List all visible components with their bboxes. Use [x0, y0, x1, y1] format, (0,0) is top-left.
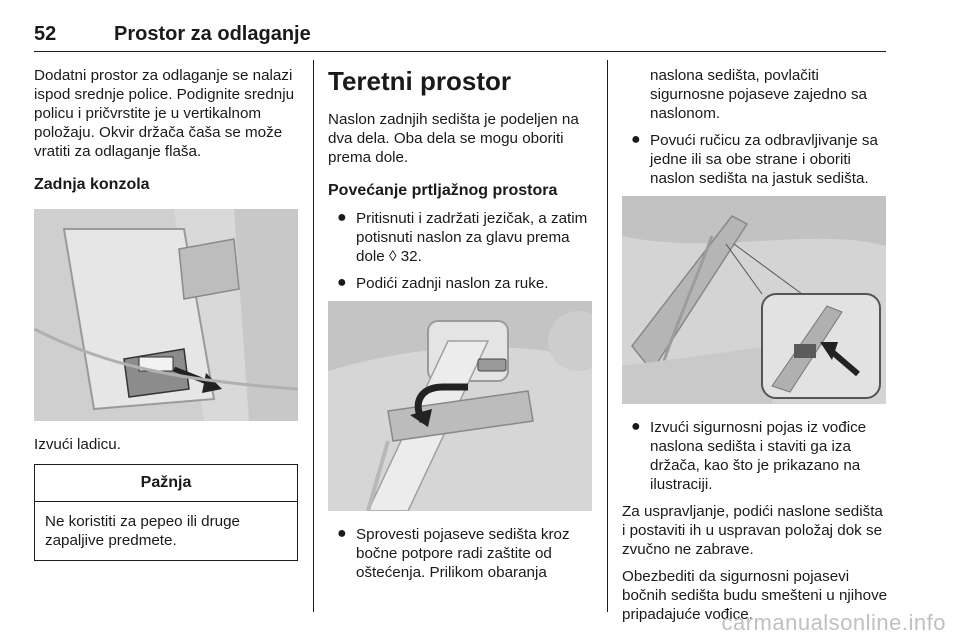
cargo-intro-paragraph: Naslon zadnjih sedišta je podeljen na dva dela. Oba dela se mogu oboriti prema dole. [328, 111, 579, 166]
bullet-dot: ● [337, 209, 347, 226]
seatbelt-guide-illustration [622, 196, 886, 404]
illustration-caption: Izvući ladicu. [34, 436, 121, 453]
page-number: 52 [34, 23, 57, 45]
list-item [622, 418, 888, 494]
list-item-text: Sprovesti pojaseve sedišta kroz bočne potpore radi zaštite od oštećenja. Prilikom obaranja [356, 526, 570, 581]
list-item-text: Izvući sigurnosni pojas iz vođice naslona sedišta i staviti ga iza držača, kao što je prikazano na ilustraciji. [650, 419, 867, 493]
headrest-drawing [328, 301, 592, 511]
bullet-dot: ● [631, 418, 641, 435]
column-3 [622, 66, 888, 624]
section-heading-rear-console: Zadnja konzola [34, 176, 150, 193]
bullet-dot: ● [337, 274, 347, 291]
headrest-illustration [328, 301, 592, 511]
list-item-continued [622, 66, 888, 123]
column-divider [607, 60, 608, 612]
section-heading-cargo-area: Teretni prostor [328, 66, 511, 96]
column-1 [34, 66, 300, 561]
watermark: carmanualsonline.info [721, 610, 946, 635]
list-item-text: naslona sedišta, povlačiti sigurnosne pojaseve zajedno sa naslonom. [650, 67, 867, 122]
list-item [328, 274, 594, 293]
subheading-increase-luggage-space: Povećanje prtljažnog prostora [328, 182, 558, 199]
paragraph-seatbelt-guides: Obezbediti da sigurnosni pojasevi bočnih sedišta budu smešteni u njihove pripadajuće vođice. [622, 568, 888, 623]
list-item-text: Povući ručicu za odbravljivanje sa jedne ili sa obe strane i oboriti naslon sedišta na jastuk sedišta. [650, 132, 878, 187]
list-item-text: Pritisnuti i zadržati jezičak, a zatim potisnuti naslon za glavu prema dole [356, 210, 588, 265]
page-reference-icon: ◊ [388, 248, 397, 265]
list-item [622, 131, 888, 188]
seatbelt-guide-drawing [622, 196, 886, 404]
list-item-text: Podići zadnji naslon za ruke. [356, 275, 549, 292]
list-item [328, 209, 594, 266]
rear-console-drawing [34, 209, 298, 421]
bullet-dot: ● [631, 131, 641, 148]
page-header [34, 23, 886, 52]
list-item [328, 525, 594, 582]
bullet-dot: ● [337, 525, 347, 542]
page-reference-link[interactable]: 32. [400, 248, 422, 265]
caution-text: Ne koristiti za pepeo ili druge zapaljive predmete. [45, 513, 241, 549]
caution-box [34, 464, 298, 561]
page-title: Prostor za odlaganje [114, 23, 311, 45]
rear-console-illustration [34, 209, 298, 421]
intro-paragraph: Dodatni prostor za odlaganje se nalazi ispod srednje police. Podignite srednju policu i pričvrstite je u vertikalnom položaju. Okvir držača čaša se može vratiti za odlaganje flaša. [34, 67, 295, 160]
column-divider [313, 60, 314, 612]
caution-title: Pažnja [35, 465, 297, 502]
paragraph-raise-seatbacks: Za uspravljanje, podići naslone sedišta i postaviti ih u uspravan položaj dok se zvučno ne zabrave. [622, 503, 883, 558]
column-2 [328, 66, 594, 582]
